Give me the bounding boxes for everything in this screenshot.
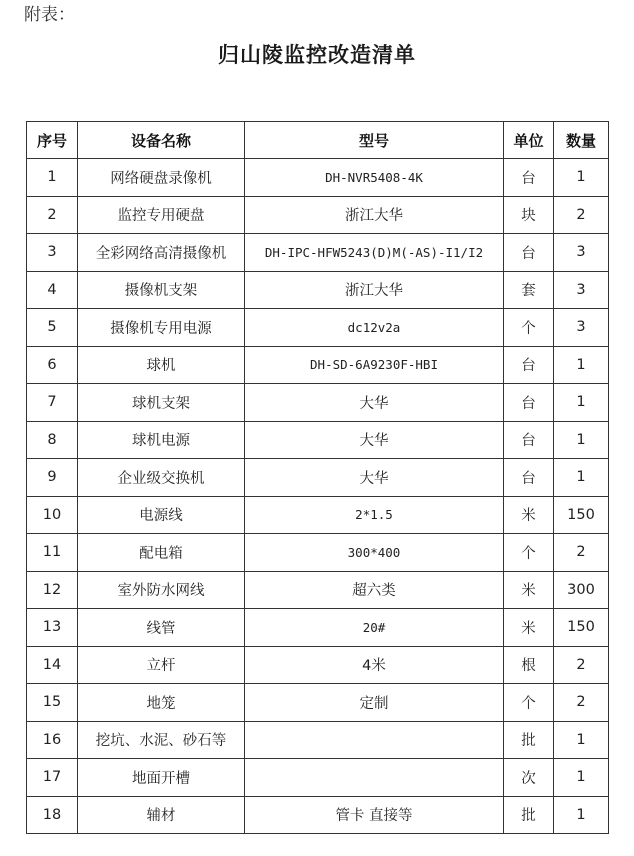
cell-unit: 米 xyxy=(504,571,554,609)
table-row xyxy=(27,571,609,609)
cell-device-name: 挖坑、水泥、砂石等 xyxy=(78,721,245,759)
cell-device-name: 摄像机专用电源 xyxy=(78,309,245,347)
table-row xyxy=(27,309,609,347)
cell-quantity: 150 xyxy=(554,496,609,534)
cell-device-name: 摄像机支架 xyxy=(78,271,245,309)
cell-model: 4米 xyxy=(245,646,504,684)
cell-model: 大华 xyxy=(245,384,504,422)
header-no: 序号 xyxy=(27,122,78,159)
cell-model: DH-SD-6A9230F-HBI xyxy=(245,346,504,384)
cell-device-name: 全彩网络高清摄像机 xyxy=(78,234,245,272)
table-row xyxy=(27,271,609,309)
cell-quantity: 1 xyxy=(554,759,609,797)
cell-no: 11 xyxy=(27,534,78,572)
cell-unit: 批 xyxy=(504,796,554,834)
table-row xyxy=(27,234,609,272)
table-body xyxy=(27,159,609,834)
table-row xyxy=(27,796,609,834)
cell-unit: 台 xyxy=(504,459,554,497)
cell-device-name: 配电箱 xyxy=(78,534,245,572)
cell-no: 14 xyxy=(27,646,78,684)
table-row xyxy=(27,721,609,759)
cell-device-name: 球机 xyxy=(78,346,245,384)
attachment-label: 附表： xyxy=(24,5,75,25)
cell-quantity: 300 xyxy=(554,571,609,609)
cell-model: 大华 xyxy=(245,421,504,459)
table-row xyxy=(27,646,609,684)
cell-model: 管卡 直接等 xyxy=(245,796,504,834)
header-model: 型号 xyxy=(245,122,504,159)
cell-device-name: 球机支架 xyxy=(78,384,245,422)
cell-device-name: 网络硬盘录像机 xyxy=(78,159,245,197)
cell-device-name: 辅材 xyxy=(78,796,245,834)
cell-device-name: 线管 xyxy=(78,609,245,647)
cell-model: 大华 xyxy=(245,459,504,497)
table-row xyxy=(27,421,609,459)
cell-device-name: 地面开槽 xyxy=(78,759,245,797)
table-row xyxy=(27,759,609,797)
cell-quantity: 1 xyxy=(554,384,609,422)
cell-no: 17 xyxy=(27,759,78,797)
cell-model: 2*1.5 xyxy=(245,496,504,534)
cell-no: 4 xyxy=(27,271,78,309)
cell-quantity: 2 xyxy=(554,646,609,684)
cell-model: dc12v2a xyxy=(245,309,504,347)
cell-model: 浙江大华 xyxy=(245,196,504,234)
cell-device-name: 球机电源 xyxy=(78,421,245,459)
cell-quantity: 3 xyxy=(554,271,609,309)
cell-no: 3 xyxy=(27,234,78,272)
table-row xyxy=(27,159,609,197)
cell-unit: 台 xyxy=(504,421,554,459)
table-row xyxy=(27,346,609,384)
cell-model: DH-IPC-HFW5243(D)M(-AS)-I1/I2 xyxy=(245,234,504,272)
cell-unit: 块 xyxy=(504,196,554,234)
table-row xyxy=(27,534,609,572)
cell-quantity: 1 xyxy=(554,159,609,197)
cell-no: 18 xyxy=(27,796,78,834)
table-row xyxy=(27,384,609,422)
cell-no: 1 xyxy=(27,159,78,197)
table-row xyxy=(27,459,609,497)
cell-device-name: 地笼 xyxy=(78,684,245,722)
cell-device-name: 立杆 xyxy=(78,646,245,684)
cell-device-name: 企业级交换机 xyxy=(78,459,245,497)
equipment-table xyxy=(26,121,609,834)
cell-no: 6 xyxy=(27,346,78,384)
cell-no: 16 xyxy=(27,721,78,759)
cell-model xyxy=(245,759,504,797)
table-row xyxy=(27,609,609,647)
cell-unit: 个 xyxy=(504,309,554,347)
table-header-row xyxy=(27,122,609,159)
cell-no: 12 xyxy=(27,571,78,609)
cell-model: 20# xyxy=(245,609,504,647)
cell-unit: 台 xyxy=(504,346,554,384)
cell-unit: 套 xyxy=(504,271,554,309)
cell-device-name: 室外防水网线 xyxy=(78,571,245,609)
cell-model: DH-NVR5408-4K xyxy=(245,159,504,197)
cell-unit: 米 xyxy=(504,496,554,534)
cell-no: 15 xyxy=(27,684,78,722)
cell-model: 300*400 xyxy=(245,534,504,572)
table-row xyxy=(27,196,609,234)
cell-unit: 批 xyxy=(504,721,554,759)
cell-no: 9 xyxy=(27,459,78,497)
cell-unit: 台 xyxy=(504,159,554,197)
cell-unit: 个 xyxy=(504,534,554,572)
cell-no: 7 xyxy=(27,384,78,422)
cell-quantity: 150 xyxy=(554,609,609,647)
cell-quantity: 2 xyxy=(554,534,609,572)
cell-no: 2 xyxy=(27,196,78,234)
cell-quantity: 1 xyxy=(554,796,609,834)
cell-quantity: 2 xyxy=(554,684,609,722)
cell-model: 超六类 xyxy=(245,571,504,609)
cell-unit: 米 xyxy=(504,609,554,647)
cell-model: 定制 xyxy=(245,684,504,722)
cell-unit: 台 xyxy=(504,234,554,272)
cell-unit: 个 xyxy=(504,684,554,722)
table-row xyxy=(27,496,609,534)
table-row xyxy=(27,684,609,722)
header-device-name: 设备名称 xyxy=(78,122,245,159)
cell-no: 10 xyxy=(27,496,78,534)
cell-unit: 根 xyxy=(504,646,554,684)
cell-quantity: 1 xyxy=(554,721,609,759)
cell-no: 13 xyxy=(27,609,78,647)
page-title: 归山陵监控改造清单 xyxy=(218,43,416,67)
cell-quantity: 1 xyxy=(554,421,609,459)
cell-device-name: 监控专用硬盘 xyxy=(78,196,245,234)
cell-quantity: 3 xyxy=(554,234,609,272)
cell-model xyxy=(245,721,504,759)
header-unit: 单位 xyxy=(504,122,554,159)
cell-model: 浙江大华 xyxy=(245,271,504,309)
cell-no: 5 xyxy=(27,309,78,347)
header-quantity: 数量 xyxy=(554,122,609,159)
cell-unit: 台 xyxy=(504,384,554,422)
cell-unit: 次 xyxy=(504,759,554,797)
cell-no: 8 xyxy=(27,421,78,459)
cell-quantity: 2 xyxy=(554,196,609,234)
cell-quantity: 1 xyxy=(554,346,609,384)
cell-quantity: 1 xyxy=(554,459,609,497)
cell-quantity: 3 xyxy=(554,309,609,347)
cell-device-name: 电源线 xyxy=(78,496,245,534)
